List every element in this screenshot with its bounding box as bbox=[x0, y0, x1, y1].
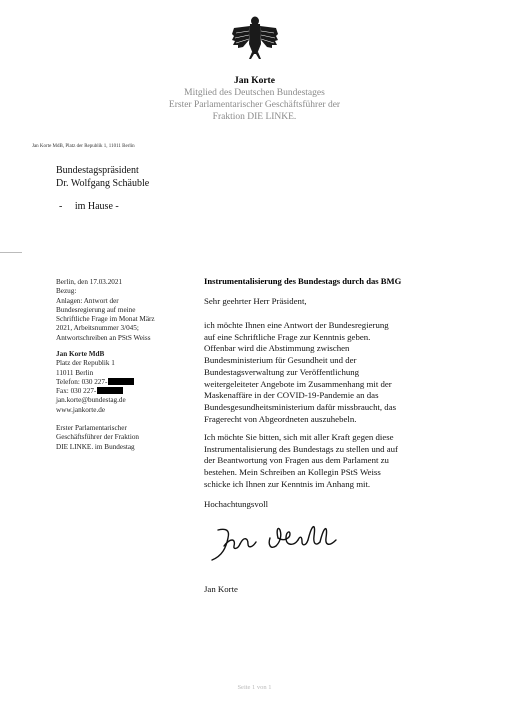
attachments-line-1: Anlagen: Antwort der bbox=[56, 296, 119, 305]
contact-email[interactable]: jan.korte@bundestag.de bbox=[56, 396, 126, 405]
attachments-line-2: Bundesregierung auf meine bbox=[56, 305, 136, 314]
sidebar-details bbox=[56, 278, 196, 343]
letter-subject: Instrumentalisierung des Bundestags durch das BMG bbox=[204, 276, 402, 286]
salutation: Sehr geehrter Herr Präsident, bbox=[204, 296, 307, 306]
header-name: Jan Korte bbox=[234, 76, 275, 86]
contact-phone: Telefon: 030 227- bbox=[56, 377, 108, 386]
role-line-1: Erster Parlamentarischer bbox=[56, 424, 127, 432]
contact-name: Jan Korte MdB bbox=[56, 350, 105, 358]
signature-name: Jan Korte bbox=[204, 584, 238, 594]
paragraph-line: Bundesgesundheitsministerium dafür missbraucht, das bbox=[204, 401, 397, 412]
paragraph-line: Offenbar wird die Abstimmung zwischen bbox=[204, 343, 350, 354]
contact-address-city: 11011 Berlin bbox=[56, 368, 94, 377]
header-membership: Mitglied des Deutschen Bundestages bbox=[184, 88, 325, 98]
letter-date: Berlin, den 17.03.2021 bbox=[56, 278, 123, 286]
fold-mark bbox=[0, 252, 22, 253]
page-number: Seite 1 von 1 bbox=[237, 684, 272, 691]
closing: Hochachtungsvoll bbox=[204, 499, 269, 509]
recipient-location: - im Hause - bbox=[59, 201, 119, 212]
paragraph-line: Bundestagsverwaltung zur Veröffentlichung bbox=[204, 366, 360, 377]
contact-phone-row bbox=[56, 378, 196, 387]
sender-return-address: Jan Korte MdB, Platz der Republik 1, 11011 Berlin bbox=[32, 144, 135, 149]
contact-website[interactable]: www.jankorte.de bbox=[56, 405, 106, 414]
recipient-title: Bundestagspräsident bbox=[56, 165, 139, 176]
contact-fax: Fax: 030 227- bbox=[56, 387, 97, 396]
paragraph-line: Bundesministerium für Gesundheit und der bbox=[204, 355, 357, 366]
role-line-3: DIE LINKE. im Bundestag bbox=[56, 442, 135, 451]
body-paragraph-1 bbox=[204, 320, 464, 425]
redaction-bar bbox=[97, 387, 123, 394]
handwritten-signature bbox=[204, 516, 384, 566]
redaction-bar bbox=[108, 378, 134, 385]
contact-address-street: Platz der Republik 1 bbox=[56, 359, 115, 368]
attachments-line-3: Schriftliche Frage im Monat März bbox=[56, 315, 155, 324]
body-paragraph-2 bbox=[204, 432, 464, 491]
paragraph-line: Fragerecht von Abgeordneten auszuhebeln. bbox=[204, 413, 357, 424]
paragraph-line: der Beantwortung von Fragen aus dem Parlament zu bbox=[204, 455, 389, 466]
bundestag-eagle-icon bbox=[230, 14, 280, 60]
paragraph-line: Instrumentalisierung des Bundestags zu stellen und auf bbox=[204, 443, 398, 454]
sidebar-contact bbox=[56, 350, 196, 415]
attachments-line-5: Antwortschreiben an PStS Weiss bbox=[56, 333, 151, 342]
paragraph-line: ich möchte Ihnen eine Antwort der Bundesregierung bbox=[204, 320, 389, 330]
header-role-line1: Erster Parlamentarischer Geschäftsführer der bbox=[168, 100, 341, 110]
paragraph-line: Ich möchte Sie bitten, sich mit aller Kraft gegen diese bbox=[204, 432, 394, 442]
paragraph-line: auf eine Schriftliche Frage zur Kenntnis geben. bbox=[204, 331, 371, 342]
sidebar-role bbox=[56, 424, 196, 452]
role-line-2: Geschäftsführer der Fraktion bbox=[56, 433, 140, 442]
paragraph-line: Maskenaffäre in der COVID-19-Pandemie an das bbox=[204, 390, 379, 401]
recipient-name: Dr. Wolfgang Schäuble bbox=[56, 178, 150, 189]
contact-fax-row bbox=[56, 387, 196, 396]
paragraph-line: bestehen. Mein Schreiben an Kollegin PStS Weiss bbox=[204, 467, 381, 478]
attachments-line-4: 2021, Arbeitsnummer 3/045; bbox=[56, 324, 139, 333]
paragraph-line: weitergeleiteter Angebote im Zusammenhang mit der bbox=[204, 378, 392, 389]
reference-label: Bezug: bbox=[56, 287, 77, 296]
header-role-line2: Fraktion DIE LINKE. bbox=[212, 112, 297, 122]
paragraph-line: schicke ich Ihnen zur Kenntnis im Anhang mit. bbox=[204, 478, 371, 489]
